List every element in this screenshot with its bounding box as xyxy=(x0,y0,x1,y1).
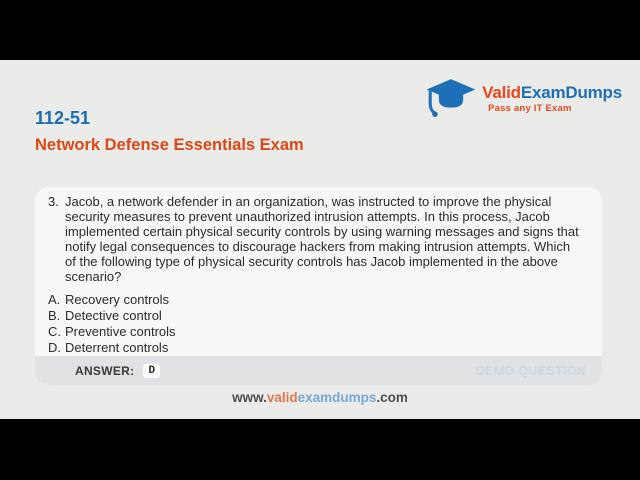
url-valid: valid xyxy=(266,390,298,405)
option-c-text: Preventive controls xyxy=(65,324,176,339)
exam-title: Network Defense Essentials Exam xyxy=(35,136,304,154)
url-examdumps: examdumps xyxy=(297,390,377,405)
question-text: Jacob, a network defender in an organization, was instructed to improve the physical security measures to prevent unauthorized intrusion attempts. In this process, Jacob implemented certain physical security controls by using warning messages and signs that notify legal consequences to discourage hackers from making intrusion attempts. Which of the following type of physical security controls has Jacob implemented in the above scenario? xyxy=(65,194,579,284)
answer-bar xyxy=(35,356,602,385)
option-a xyxy=(48,292,602,308)
answer-value-badge: D xyxy=(143,364,160,378)
question-block xyxy=(35,187,602,284)
question-card xyxy=(35,187,602,385)
option-d-letter: D. xyxy=(48,340,61,355)
brand-name xyxy=(482,84,622,102)
brand-text xyxy=(482,84,622,114)
letterbox-top xyxy=(0,0,640,60)
option-a-text: Recovery controls xyxy=(65,292,170,307)
letterbox-bottom xyxy=(0,419,640,480)
demo-question-watermark: DEMO QUESTION xyxy=(475,363,586,378)
brand-logo xyxy=(425,76,622,122)
answer-label: ANSWER: xyxy=(75,363,135,378)
question-number: 3. xyxy=(48,194,59,209)
option-c xyxy=(48,324,602,340)
brand-tagline: Pass any IT Exam xyxy=(488,103,572,114)
url-suffix: .com xyxy=(376,390,408,405)
exam-code: 112-51 xyxy=(35,108,91,128)
option-b xyxy=(48,308,602,324)
option-b-text: Detective control xyxy=(65,308,162,323)
option-b-letter: B. xyxy=(48,308,61,323)
option-c-letter: C. xyxy=(48,324,61,339)
url-prefix: www. xyxy=(232,390,267,405)
site-url-link[interactable] xyxy=(0,390,640,405)
brand-name-examdumps: ExamDumps xyxy=(520,83,622,102)
brand-name-valid: Valid xyxy=(482,83,521,102)
graduation-cap-icon xyxy=(425,76,477,122)
options-list xyxy=(48,292,602,356)
option-a-letter: A. xyxy=(48,292,61,307)
option-d xyxy=(48,340,602,356)
exam-page xyxy=(0,60,640,419)
option-d-text: Deterrent controls xyxy=(65,340,169,355)
